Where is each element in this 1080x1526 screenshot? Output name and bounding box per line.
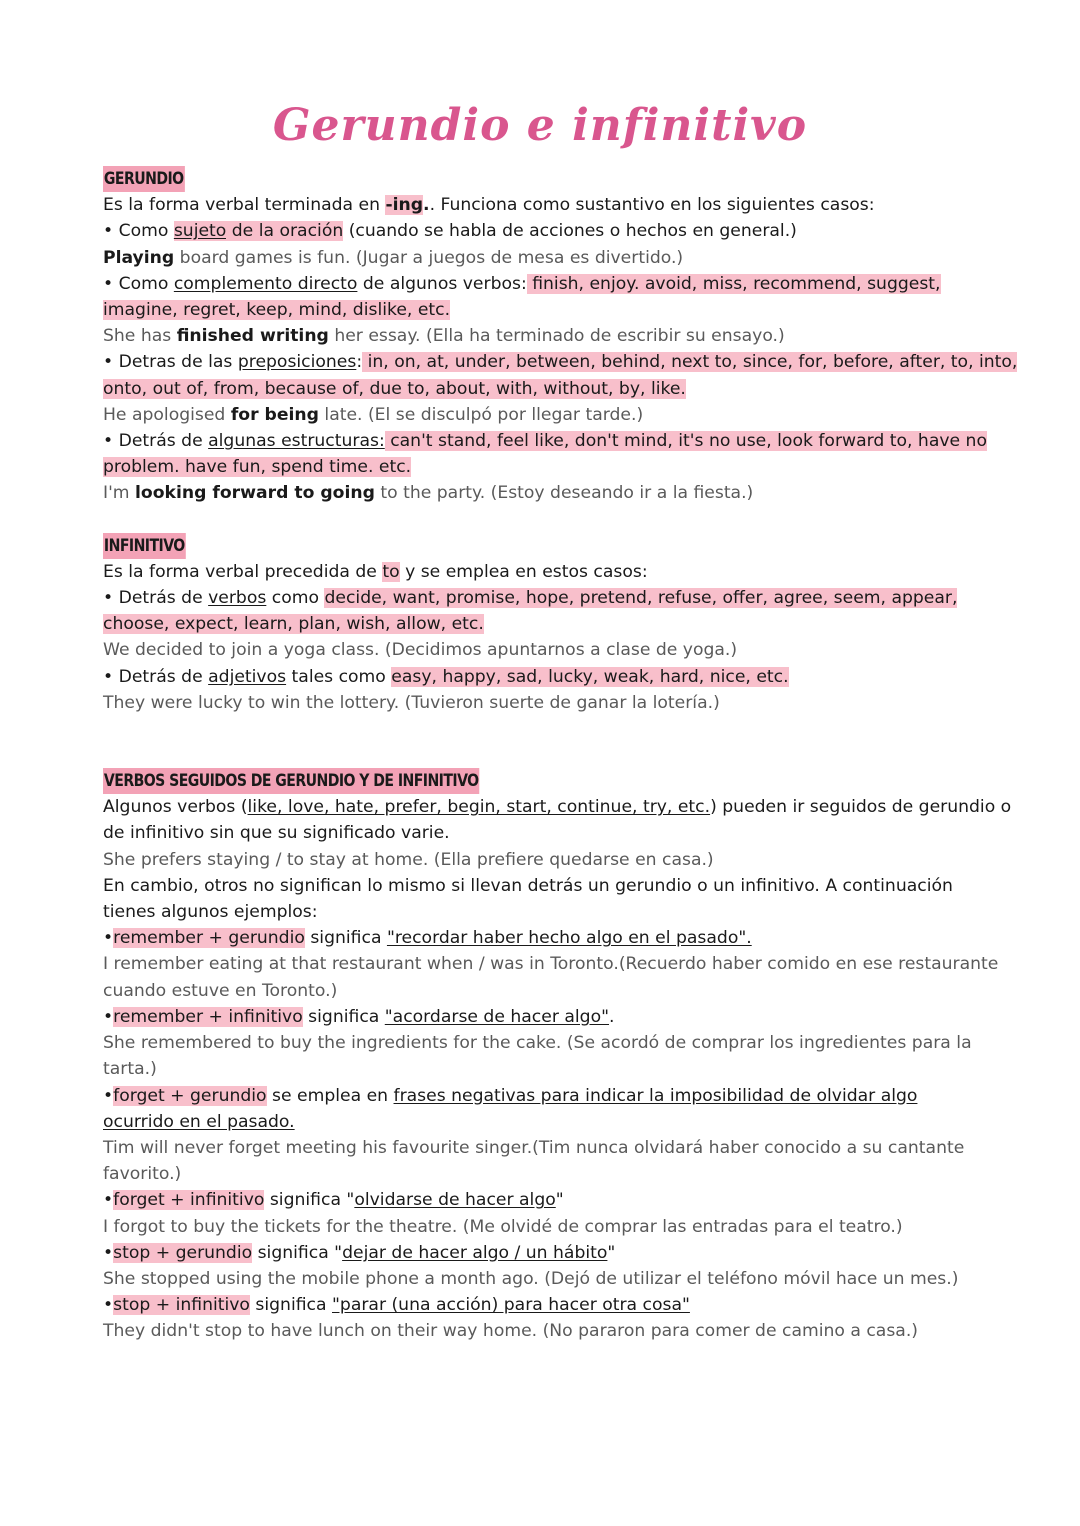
infinitivo-case-2: • Detrás de adjetivos tales como easy, happy, sad, lucky, weak, hard, nice, etc. <box>103 666 789 687</box>
gerundio-case-4-cont: problem. have fun, spend time. etc. <box>103 457 412 478</box>
gerundio-case-2-cont: imagine, regret, keep, mind, dislike, etc. <box>103 300 451 321</box>
document-body <box>103 166 1018 1345</box>
intro-rest: . Funciona como sustantivo en los siguientes casos: <box>429 195 875 216</box>
remember-gerundio-example-cont: cuando estuve en Toronto.) <box>103 980 338 1001</box>
remember-gerundio-example: I remember eating at that restaurant when / was in Toronto.(Recuerdo haber comido en ese restaurante <box>103 954 999 975</box>
gerundio-example-1: Playing board games is fun. (Jugar a juegos de mesa es divertido.) <box>103 247 684 268</box>
stop-infinitivo: •stop + infinitivo significa "parar (una acción) para hacer otra cosa" <box>103 1295 690 1316</box>
section-heading-verbos: VERBOS SEGUIDOS DE GERUNDIO Y DE INFINITIVO <box>103 768 479 794</box>
stop-gerundio-example: She stopped using the mobile phone a month ago. (Dejó de utilizar el teléfono móvil hace un mes.) <box>103 1268 959 1289</box>
gerundio-case-3: • Detras de las preposiciones: in, on, at, under, between, behind, next to, since, for, before, after, to, into, <box>103 352 1018 373</box>
forget-gerundio-example-cont: favorito.) <box>103 1164 182 1185</box>
gerundio-case-1: • Como sujeto de la oración (cuando se habla de acciones o hechos en general.) <box>103 221 797 242</box>
forget-gerundio-example: Tim will never forget meeting his favourite singer.(Tim nunca olvidará haber conocido a su cantante <box>103 1137 965 1158</box>
infinitivo-case-1: • Detrás de verbos como decide, want, promise, hope, pretend, refuse, offer, agree, seem, appear, <box>103 588 958 609</box>
forget-gerundio-cont: ocurrido en el pasado. <box>103 1111 295 1132</box>
forget-infinitivo: •forget + infinitivo significa "olvidarse de hacer algo" <box>103 1190 564 1211</box>
remember-infinitivo-example-cont: tarta.) <box>103 1059 157 1080</box>
gerundio-case-2: • Como complemento directo de algunos verbos: finish, enjoy. avoid, miss, recommend, suggest, <box>103 273 941 294</box>
verbos-paragraph-1-cont: de infinitivo sin que su significado varie. <box>103 823 450 844</box>
section-heading-gerundio: GERUNDIO <box>103 166 185 192</box>
remember-infinitivo-example: She remembered to buy the ingredients for the cake. (Se acordó de comprar los ingredientes para la <box>103 1033 972 1054</box>
infinitivo-example-2: They were lucky to win the lottery. (Tuvieron suerte de ganar la lotería.) <box>103 692 720 713</box>
gerundio-intro: Es la forma verbal terminada en -ing.. Funciona como sustantivo en los siguientes casos: <box>103 195 875 216</box>
infinitivo-intro: Es la forma verbal precedida de to y se emplea en estos casos: <box>103 561 648 582</box>
verbos-paragraph-2: En cambio, otros no significan lo mismo si llevan detrás un gerundio o un infinitivo. A continuación <box>103 875 953 896</box>
stop-infinitivo-example: They didn't stop to have lunch on their way home. (No pararon para comer de camino a casa.) <box>103 1321 918 1342</box>
gerundio-example-4: I'm looking forward to going to the party. (Estoy deseando ir a la fiesta.) <box>103 483 754 504</box>
verbos-example-1: She prefers staying / to stay at home. (Ella prefiere quedarse en casa.) <box>103 849 714 870</box>
verbos-paragraph-1: Algunos verbos (like, love, hate, prefer, begin, start, continue, try, etc.) pueden ir seguidos de gerundio o <box>103 797 1012 818</box>
infinitivo-case-1-cont: choose, expect, learn, plan, wish, allow, etc. <box>103 614 484 635</box>
forget-infinitivo-example: I forgot to buy the tickets for the theatre. (Me olvidé de comprar las entradas para el teatro.) <box>103 1216 903 1237</box>
remember-gerundio: •remember + gerundio significa "recordar haber hecho algo en el pasado". <box>103 928 752 949</box>
gerundio-example-2: She has finished writing her essay. (Ella ha terminado de escribir su ensayo.) <box>103 326 785 347</box>
infinitivo-example-1: We decided to join a yoga class. (Decidimos apuntarnos a clase de yoga.) <box>103 640 738 661</box>
section-heading-infinitivo: INFINITIVO <box>103 533 186 559</box>
forget-gerundio: •forget + gerundio se emplea en frases negativas para indicar la imposibilidad de olvidar algo <box>103 1085 918 1106</box>
remember-infinitivo: •remember + infinitivo significa "acordarse de hacer algo". <box>103 1006 615 1027</box>
verbos-paragraph-2-cont: tienes algunos ejemplos: <box>103 902 318 923</box>
stop-gerundio: •stop + gerundio significa "dejar de hacer algo / un hábito" <box>103 1242 616 1263</box>
gerundio-case-3-cont: onto, out of, from, because of, due to, about, with, without, by, like. <box>103 378 686 399</box>
gerundio-case-4: • Detrás de algunas estructuras: can't stand, feel like, don't mind, it's no use, look forward to, have no <box>103 431 987 452</box>
page-title: Gerundio e infinitivo <box>272 100 808 151</box>
gerundio-example-3: He apologised for being late. (El se disculpó por llegar tarde.) <box>103 404 644 425</box>
